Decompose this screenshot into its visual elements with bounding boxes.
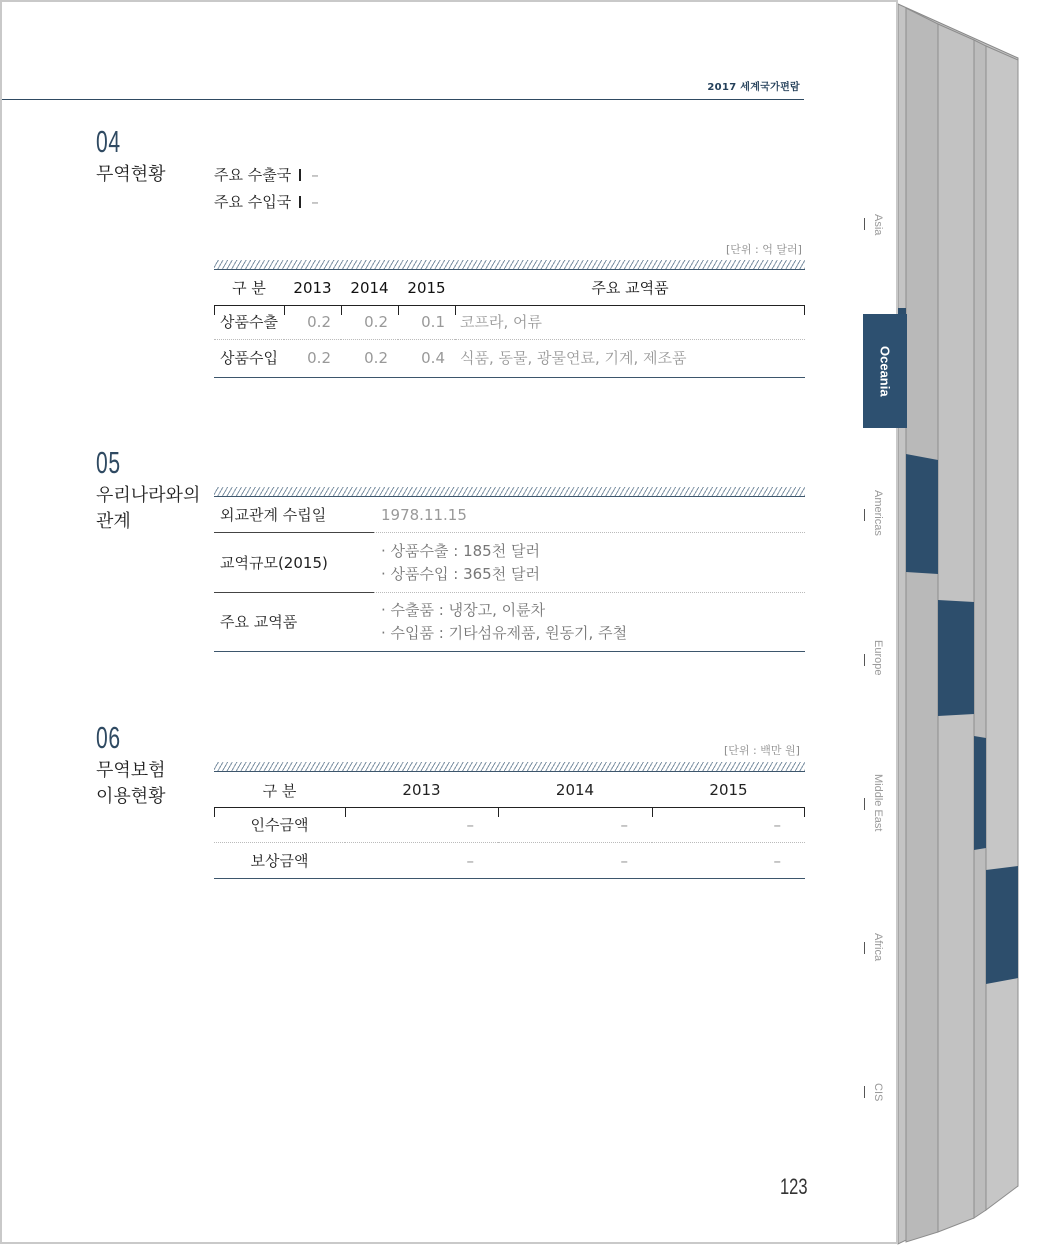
main-goods-export: · 수출품 : 냉장고, 이륜차 xyxy=(381,601,546,619)
section-04-bottom-rule xyxy=(214,377,805,378)
tab-africa[interactable]: Africa xyxy=(872,933,884,962)
col-header-category: 구 분 xyxy=(232,279,266,297)
insurance-table xyxy=(214,773,805,878)
tab-oceania[interactable]: Oceania xyxy=(863,314,907,428)
section-06-bottom-rule xyxy=(214,878,805,879)
row-label: 보상금액 xyxy=(250,852,309,870)
import-label: 주요 수입국 xyxy=(214,193,292,211)
section-05-title-line1: 우리나라와의 xyxy=(96,485,201,506)
cell-value: – xyxy=(620,815,628,834)
section-05-hatch-rule xyxy=(214,487,805,497)
col-header-category: 구 분 xyxy=(262,781,297,800)
separator-bar xyxy=(299,196,301,208)
cell-value: 0.2 xyxy=(307,312,331,331)
relations-label: 외교관계 수립일 xyxy=(214,498,374,533)
main-export-countries xyxy=(214,164,319,185)
row-label: 인수금액 xyxy=(250,816,309,834)
tab-marker xyxy=(864,509,865,521)
section-06-unit: [단위 : 백만 원] xyxy=(724,744,800,757)
tab-marker xyxy=(864,798,865,810)
col-header-2013: 2013 xyxy=(293,278,332,297)
section-05-bottom-rule xyxy=(214,651,805,652)
tab-marker xyxy=(864,942,865,954)
col-header-2015: 2015 xyxy=(407,278,446,297)
cell-value: 0.2 xyxy=(364,312,388,331)
trade-volume-export: · 상품수출 : 185천 달러 xyxy=(381,542,540,560)
section-05-title-line2: 관계 xyxy=(96,511,131,532)
tab-middle-east[interactable]: Middle East xyxy=(872,774,884,832)
trade-table xyxy=(214,271,805,375)
cell-value: 0.2 xyxy=(307,348,331,367)
cell-value: 0.2 xyxy=(364,348,388,367)
separator-bar xyxy=(299,169,301,181)
trade-volume xyxy=(374,533,805,593)
tab-cis[interactable]: CIS xyxy=(872,1083,884,1102)
row-label: 상품수입 xyxy=(220,349,278,367)
section-04-number: 04 xyxy=(96,124,121,159)
cell-value: – xyxy=(466,815,474,834)
tab-marker xyxy=(864,1086,865,1098)
table-row xyxy=(214,843,805,879)
section-04-unit: [단위 : 억 달러] xyxy=(726,243,802,256)
header-underline xyxy=(214,807,805,817)
export-value: – xyxy=(311,166,319,184)
col-header-2013: 2013 xyxy=(402,781,441,799)
tab-asia[interactable]: Asia xyxy=(872,214,884,236)
col-header-2014: 2014 xyxy=(555,781,595,799)
import-value: – xyxy=(311,193,319,211)
cell-goods: 코프라, 어류 xyxy=(460,313,542,331)
cell-value: – xyxy=(773,851,781,870)
header-rule xyxy=(2,99,804,100)
page-number: 123 xyxy=(780,1174,808,1199)
book-title: 2017 세계국가편람 xyxy=(707,82,800,93)
section-06-title-line1: 무역보험 xyxy=(96,760,166,781)
page-edges xyxy=(896,0,1045,1246)
cell-value: – xyxy=(773,815,781,834)
tab-marker xyxy=(864,218,865,230)
section-05-number: 05 xyxy=(96,445,121,480)
header-underline xyxy=(214,305,805,315)
trade-volume-import: · 상품수입 : 365천 달러 xyxy=(381,565,540,583)
tab-marker xyxy=(864,654,865,666)
col-header-main-goods: 주요 교역품 xyxy=(591,279,669,297)
table-row xyxy=(214,340,805,376)
trade-table-header xyxy=(214,271,805,304)
cell-value: 0.4 xyxy=(421,348,445,367)
col-header-2015: 2015 xyxy=(709,781,748,799)
cell-value: – xyxy=(620,851,628,870)
tab-europe[interactable]: Europe xyxy=(872,640,884,676)
main-goods-import: · 수입품 : 기타섬유제품, 원동기, 주철 xyxy=(381,624,628,642)
relations-label: 주요 교역품 xyxy=(220,613,298,631)
main-goods xyxy=(374,593,805,652)
row-label: 상품수출 xyxy=(220,313,278,331)
cell-value: – xyxy=(466,851,474,870)
tab-americas[interactable]: Americas xyxy=(872,490,884,536)
insurance-table-header xyxy=(214,773,805,807)
section-06-hatch-rule xyxy=(214,762,805,772)
section-04-title: 무역현황 xyxy=(96,164,166,185)
main-import-countries xyxy=(214,191,319,212)
diplomatic-date: 1978.11.15 xyxy=(374,498,805,533)
relations-label: 교역규모(2015) xyxy=(214,533,374,593)
export-label: 주요 수출국 xyxy=(214,166,292,184)
cell-goods: 식품, 동물, 광물연료, 기계, 제조품 xyxy=(460,349,687,367)
section-04-hatch-rule xyxy=(214,260,805,270)
section-06-number: 06 xyxy=(96,720,121,755)
cell-value: 0.1 xyxy=(421,312,445,331)
section-06-title-line2: 이용현황 xyxy=(96,786,166,807)
col-header-2014: 2014 xyxy=(350,278,389,297)
